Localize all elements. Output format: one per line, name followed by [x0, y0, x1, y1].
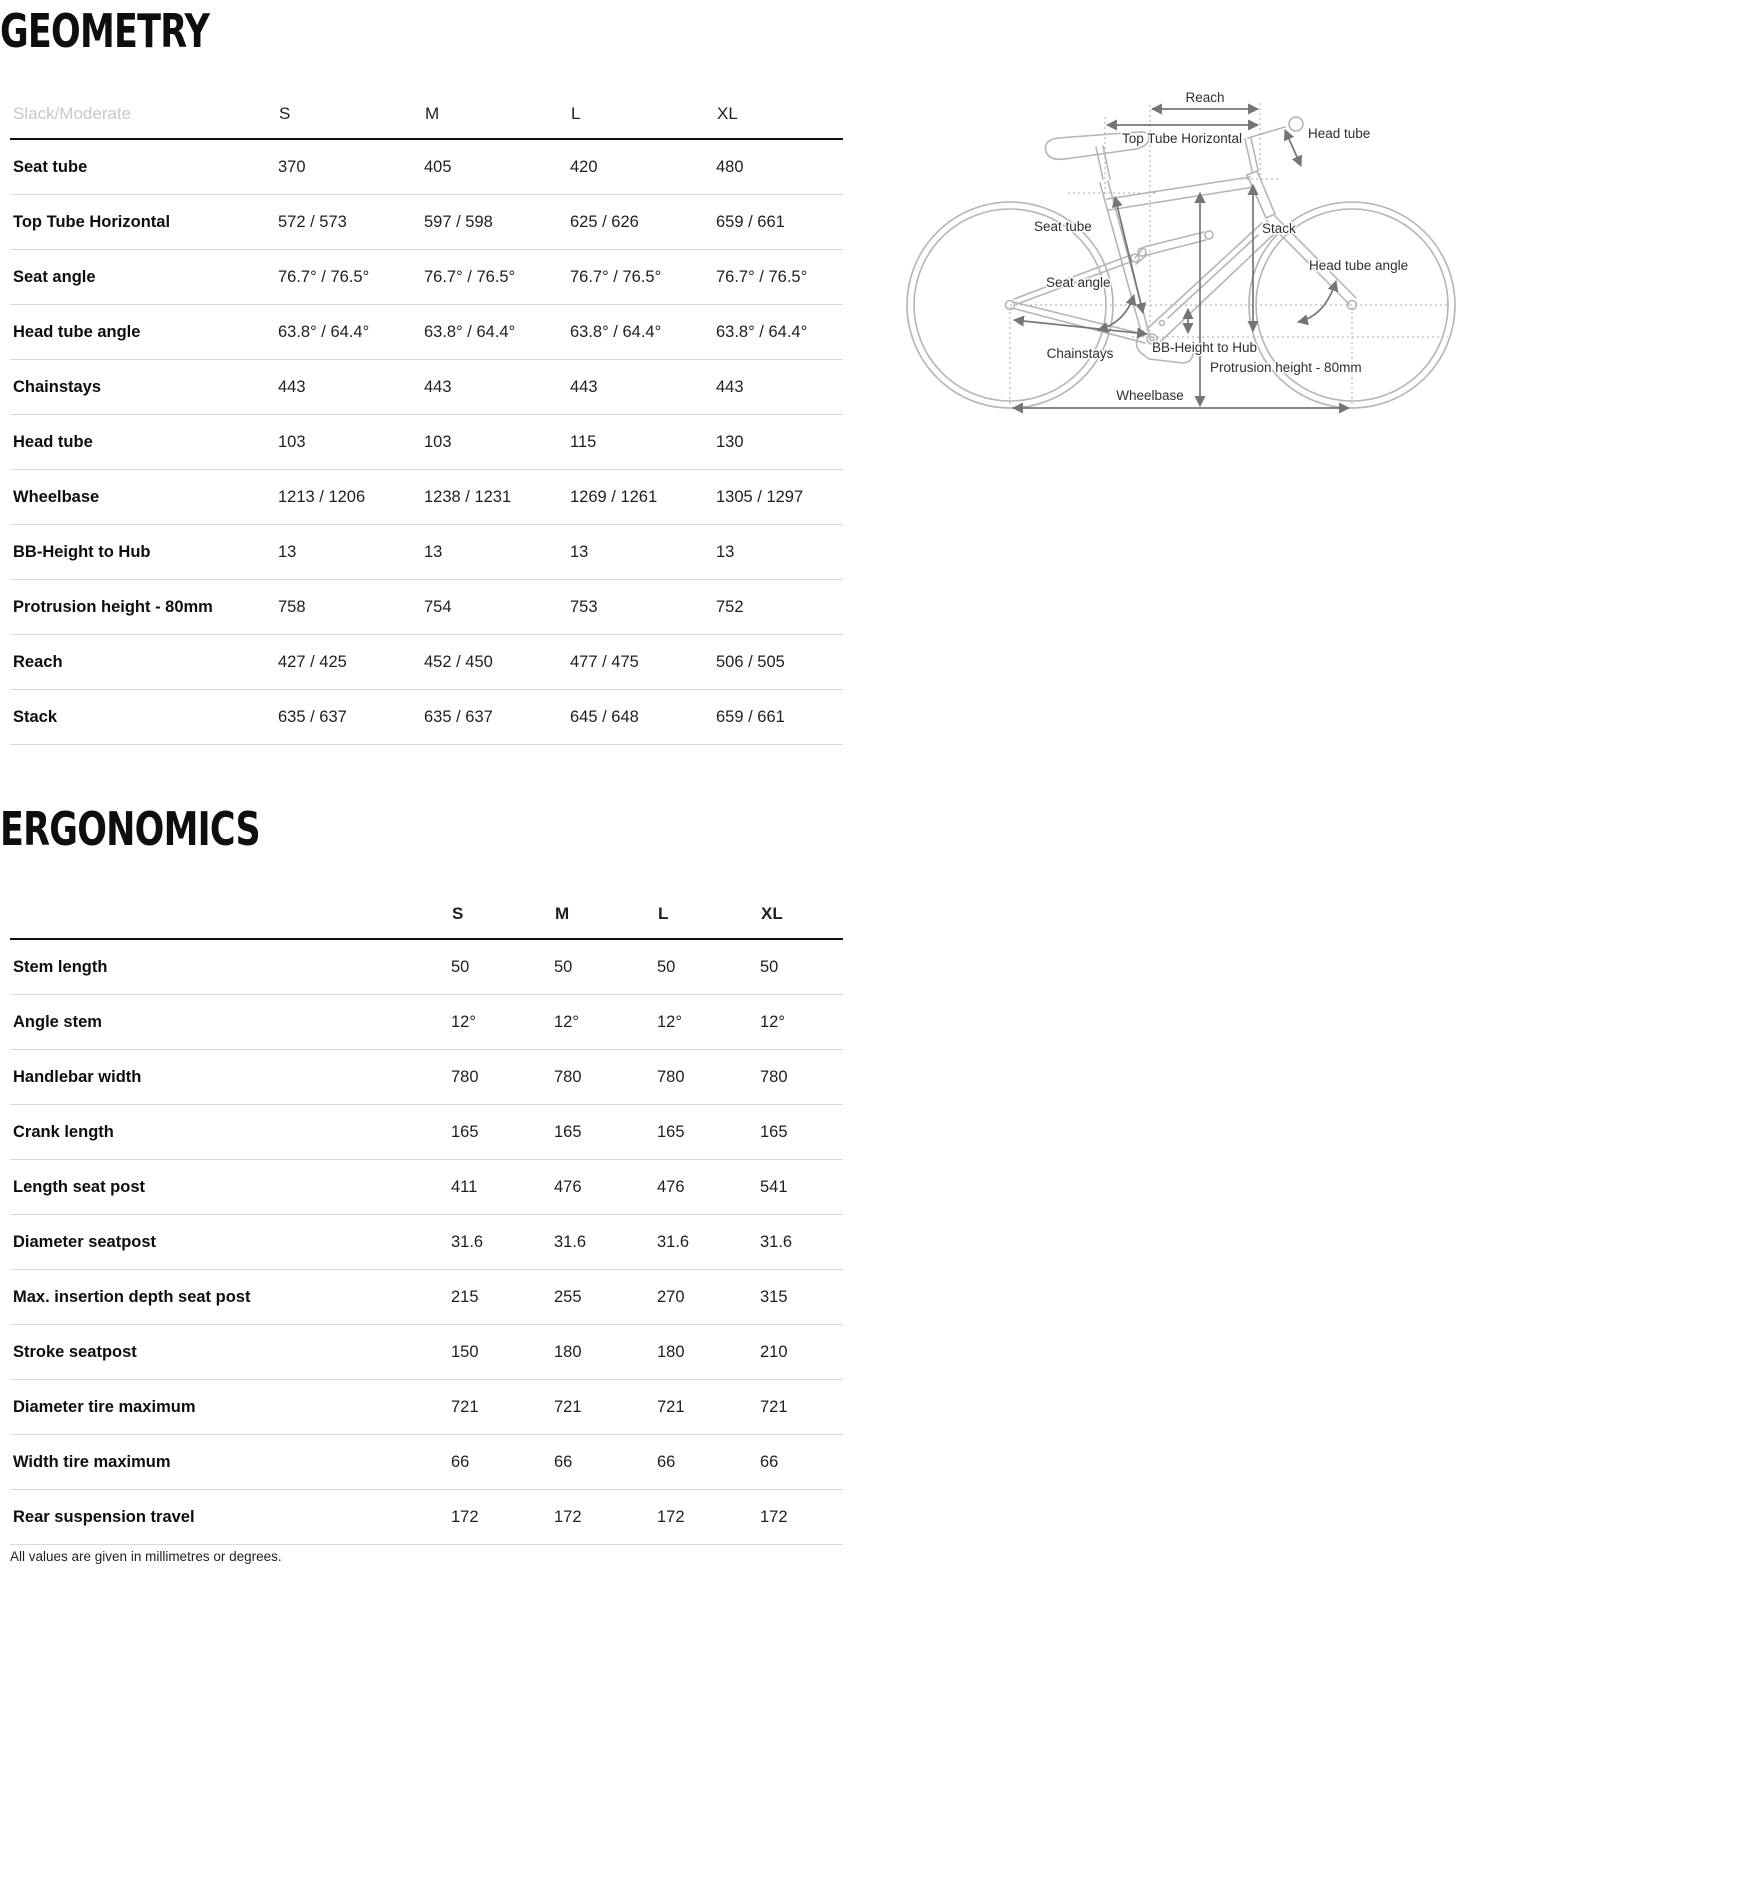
row-label: Chainstays [10, 360, 278, 415]
diagram-label-wheelbase: Wheelbase [1116, 388, 1184, 403]
value-cell: 753 [570, 580, 716, 635]
table-row [10, 1160, 843, 1215]
size-column-header: XL [760, 890, 843, 939]
value-cell: 1305 / 1297 [716, 470, 843, 525]
value-cell: 172 [554, 1490, 657, 1545]
size-column-header: M [424, 90, 570, 139]
value-cell: 12° [451, 995, 554, 1050]
value-cell: 477 / 475 [570, 635, 716, 690]
diagram-label-bb-height-to-hub: BB-Height to Hub [1152, 340, 1258, 355]
table-row [10, 1435, 843, 1490]
value-cell: 443 [424, 360, 570, 415]
row-label: Seat tube [10, 139, 278, 195]
value-cell: 645 / 648 [570, 690, 716, 745]
geometry-table [10, 90, 843, 745]
value-cell: 172 [657, 1490, 760, 1545]
value-cell: 66 [554, 1435, 657, 1490]
table-header-row [10, 90, 843, 139]
row-label: Protrusion height - 80mm [10, 580, 278, 635]
value-cell: 758 [278, 580, 424, 635]
value-cell: 452 / 450 [424, 635, 570, 690]
row-label: Diameter tire maximum [10, 1380, 451, 1435]
diagram-label-seat-tube: Seat tube [1034, 219, 1092, 234]
table-row [10, 995, 843, 1050]
diagram-label-chainstays: Chainstays [1046, 346, 1114, 361]
row-label: Width tire maximum [10, 1435, 451, 1490]
value-cell: 721 [657, 1380, 760, 1435]
value-cell: 721 [760, 1380, 843, 1435]
value-cell: 780 [451, 1050, 554, 1105]
value-cell: 76.7° / 76.5° [570, 250, 716, 305]
table-row [10, 580, 843, 635]
value-cell: 63.8° / 64.4° [278, 305, 424, 360]
value-cell: 215 [451, 1270, 554, 1325]
table-row [10, 195, 843, 250]
value-cell: 180 [554, 1325, 657, 1380]
value-cell: 476 [554, 1160, 657, 1215]
table-row [10, 1050, 843, 1105]
geometry-section-title: GEOMETRY [0, 4, 210, 58]
row-label: BB-Height to Hub [10, 525, 278, 580]
ergonomics-table [10, 890, 843, 1545]
table-row [10, 1215, 843, 1270]
value-cell: 103 [424, 415, 570, 470]
value-cell: 659 / 661 [716, 690, 843, 745]
table-row [10, 1325, 843, 1380]
value-cell: 31.6 [554, 1215, 657, 1270]
value-cell: 165 [554, 1105, 657, 1160]
value-cell: 420 [570, 139, 716, 195]
value-cell: 76.7° / 76.5° [716, 250, 843, 305]
value-cell: 635 / 637 [278, 690, 424, 745]
row-label: Stem length [10, 939, 451, 995]
value-cell: 31.6 [657, 1215, 760, 1270]
bike-diagram-svg [900, 75, 1460, 420]
value-cell: 315 [760, 1270, 843, 1325]
value-cell: 1269 / 1261 [570, 470, 716, 525]
value-cell: 1238 / 1231 [424, 470, 570, 525]
diagram-label-top-tube-horizontal: Top Tube Horizontal [1121, 131, 1243, 146]
table-row [10, 360, 843, 415]
value-cell: 50 [451, 939, 554, 995]
size-column-header: M [554, 890, 657, 939]
table-row [10, 250, 843, 305]
value-cell: 13 [716, 525, 843, 580]
value-cell: 541 [760, 1160, 843, 1215]
value-cell: 721 [451, 1380, 554, 1435]
row-label: Crank length [10, 1105, 451, 1160]
diagram-label-protrusion-height: Protrusion height - 80mm [1210, 360, 1362, 375]
value-cell: 476 [657, 1160, 760, 1215]
value-cell: 13 [424, 525, 570, 580]
bike-frame [1012, 117, 1356, 363]
head-tube-arrow [1285, 130, 1301, 166]
bike-geometry-diagram [900, 75, 1460, 420]
value-cell: 63.8° / 64.4° [570, 305, 716, 360]
value-cell: 103 [278, 415, 424, 470]
row-label: Stroke seatpost [10, 1325, 451, 1380]
value-cell: 427 / 425 [278, 635, 424, 690]
size-column-header: S [451, 890, 554, 939]
row-label: Length seat post [10, 1160, 451, 1215]
value-cell: 506 / 505 [716, 635, 843, 690]
value-cell: 66 [657, 1435, 760, 1490]
row-label: Reach [10, 635, 278, 690]
size-column-header: L [570, 90, 716, 139]
row-label: Diameter seatpost [10, 1215, 451, 1270]
value-cell: 31.6 [760, 1215, 843, 1270]
value-cell: 66 [760, 1435, 843, 1490]
value-cell: 270 [657, 1270, 760, 1325]
head-tube-angle-arc [1298, 281, 1336, 322]
value-cell: 50 [657, 939, 760, 995]
value-cell: 165 [451, 1105, 554, 1160]
row-label: Handlebar width [10, 1050, 451, 1105]
diagram-label-seat-angle: Seat angle [1046, 275, 1111, 290]
value-cell: 115 [570, 415, 716, 470]
diagram-label-reach: Reach [1185, 90, 1225, 105]
value-cell: 63.8° / 64.4° [424, 305, 570, 360]
row-label: Wheelbase [10, 470, 278, 525]
value-cell: 210 [760, 1325, 843, 1380]
value-cell: 130 [716, 415, 843, 470]
value-cell: 411 [451, 1160, 554, 1215]
value-cell: 754 [424, 580, 570, 635]
size-column-header: XL [716, 90, 843, 139]
value-cell: 405 [424, 139, 570, 195]
value-cell: 370 [278, 139, 424, 195]
table-row [10, 139, 843, 195]
value-cell: 50 [554, 939, 657, 995]
table-row [10, 1490, 843, 1545]
row-label: Stack [10, 690, 278, 745]
units-footnote: All values are given in millimetres or degrees. [10, 1549, 282, 1564]
row-label: Seat angle [10, 250, 278, 305]
value-cell: 1213 / 1206 [278, 470, 424, 525]
value-cell: 752 [716, 580, 843, 635]
row-label: Head tube [10, 415, 278, 470]
value-cell: 780 [760, 1050, 843, 1105]
value-cell: 13 [570, 525, 716, 580]
diagram-labels [1034, 90, 1408, 403]
row-label: Top Tube Horizontal [10, 195, 278, 250]
size-column-header: S [278, 90, 424, 139]
value-cell: 165 [760, 1105, 843, 1160]
value-cell: 659 / 661 [716, 195, 843, 250]
table-row [10, 470, 843, 525]
row-label: Rear suspension travel [10, 1490, 451, 1545]
table-row [10, 1270, 843, 1325]
value-cell: 31.6 [451, 1215, 554, 1270]
value-cell: 780 [657, 1050, 760, 1105]
value-cell: 625 / 626 [570, 195, 716, 250]
value-cell: 635 / 637 [424, 690, 570, 745]
table-row [10, 525, 843, 580]
table-row [10, 305, 843, 360]
size-column-header: L [657, 890, 760, 939]
value-cell: 50 [760, 939, 843, 995]
value-cell: 66 [451, 1435, 554, 1490]
value-cell: 721 [554, 1380, 657, 1435]
table-row [10, 635, 843, 690]
value-cell: 12° [554, 995, 657, 1050]
value-cell: 172 [760, 1490, 843, 1545]
ergonomics-section-title: ERGONOMICS [0, 802, 260, 856]
value-cell: 255 [554, 1270, 657, 1325]
value-cell: 180 [657, 1325, 760, 1380]
table-row [10, 939, 843, 995]
value-cell: 13 [278, 525, 424, 580]
table-row [10, 1380, 843, 1435]
value-cell: 165 [657, 1105, 760, 1160]
value-cell: 572 / 573 [278, 195, 424, 250]
table-row [10, 415, 843, 470]
table-row [10, 1105, 843, 1160]
diagram-label-head-tube: Head tube [1308, 126, 1371, 141]
value-cell: 443 [716, 360, 843, 415]
value-cell: 480 [716, 139, 843, 195]
row-label: Angle stem [10, 995, 451, 1050]
value-cell: 597 / 598 [424, 195, 570, 250]
value-cell: 76.7° / 76.5° [278, 250, 424, 305]
table-row [10, 690, 843, 745]
value-cell: 780 [554, 1050, 657, 1105]
chainstays-arrow [1014, 320, 1147, 334]
value-cell: 172 [451, 1490, 554, 1545]
row-label: Head tube angle [10, 305, 278, 360]
value-cell: 12° [657, 995, 760, 1050]
value-cell: 443 [278, 360, 424, 415]
diagram-label-head-tube-angle: Head tube angle [1309, 258, 1409, 273]
value-cell: 150 [451, 1325, 554, 1380]
diagram-label-stack: Stack [1262, 221, 1296, 236]
row-label: Max. insertion depth seat post [10, 1270, 451, 1325]
table-header-row [10, 890, 843, 939]
table-corner-label: Slack/Moderate [10, 90, 278, 139]
value-cell: 443 [570, 360, 716, 415]
value-cell: 12° [760, 995, 843, 1050]
value-cell: 63.8° / 64.4° [716, 305, 843, 360]
table-corner-label [10, 890, 451, 939]
value-cell: 76.7° / 76.5° [424, 250, 570, 305]
